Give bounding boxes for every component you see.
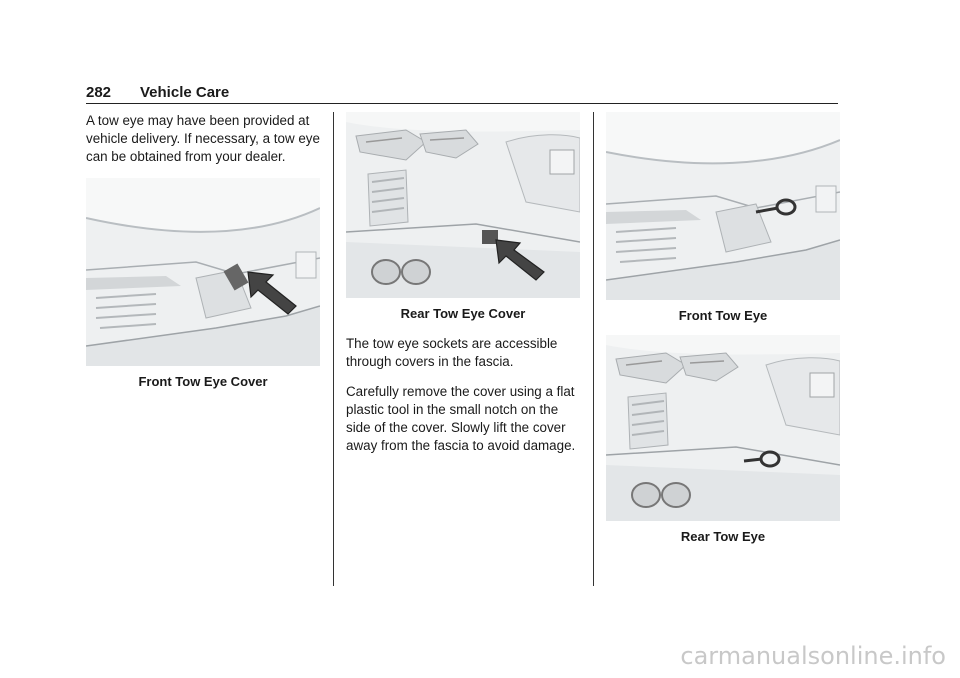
page-header [86, 84, 229, 101]
front-tow-eye-cover-illustration [86, 178, 320, 366]
column-3 [606, 112, 840, 544]
rear-tow-eye-illustration [606, 335, 840, 521]
rear-tow-eye-caption: Rear Tow Eye [680, 529, 766, 544]
rear-tow-eye-cover-illustration [346, 112, 580, 298]
section-title: Vehicle Care [140, 84, 230, 101]
front-tow-eye-illustration [606, 112, 840, 300]
remove-cover-paragraph: Carefully remove the cover using a flat plastic tool in the small notch on the side of the cover. Slowly lift the cover away from the fascia to avoid damage. [346, 384, 576, 453]
header-rule [86, 103, 838, 104]
sockets-paragraph: The tow eye sockets are accessible through covers in the fascia. [346, 336, 558, 369]
column-1 [86, 112, 320, 389]
column-2 [346, 112, 580, 467]
intro-paragraph: A tow eye may have been provided at vehicle delivery. If necessary, a tow eye can be obtained from your dealer. [86, 113, 320, 164]
watermark: carmanualsonline.info [680, 642, 946, 670]
column-divider-2 [593, 112, 594, 586]
rear-tow-eye-cover-caption: Rear Tow Eye Cover [400, 306, 526, 321]
page-number: 282 [86, 84, 112, 101]
front-tow-eye-caption: Front Tow Eye [678, 308, 768, 323]
front-tow-eye-cover-caption: Front Tow Eye Cover [138, 374, 268, 389]
column-divider-1 [333, 112, 334, 586]
